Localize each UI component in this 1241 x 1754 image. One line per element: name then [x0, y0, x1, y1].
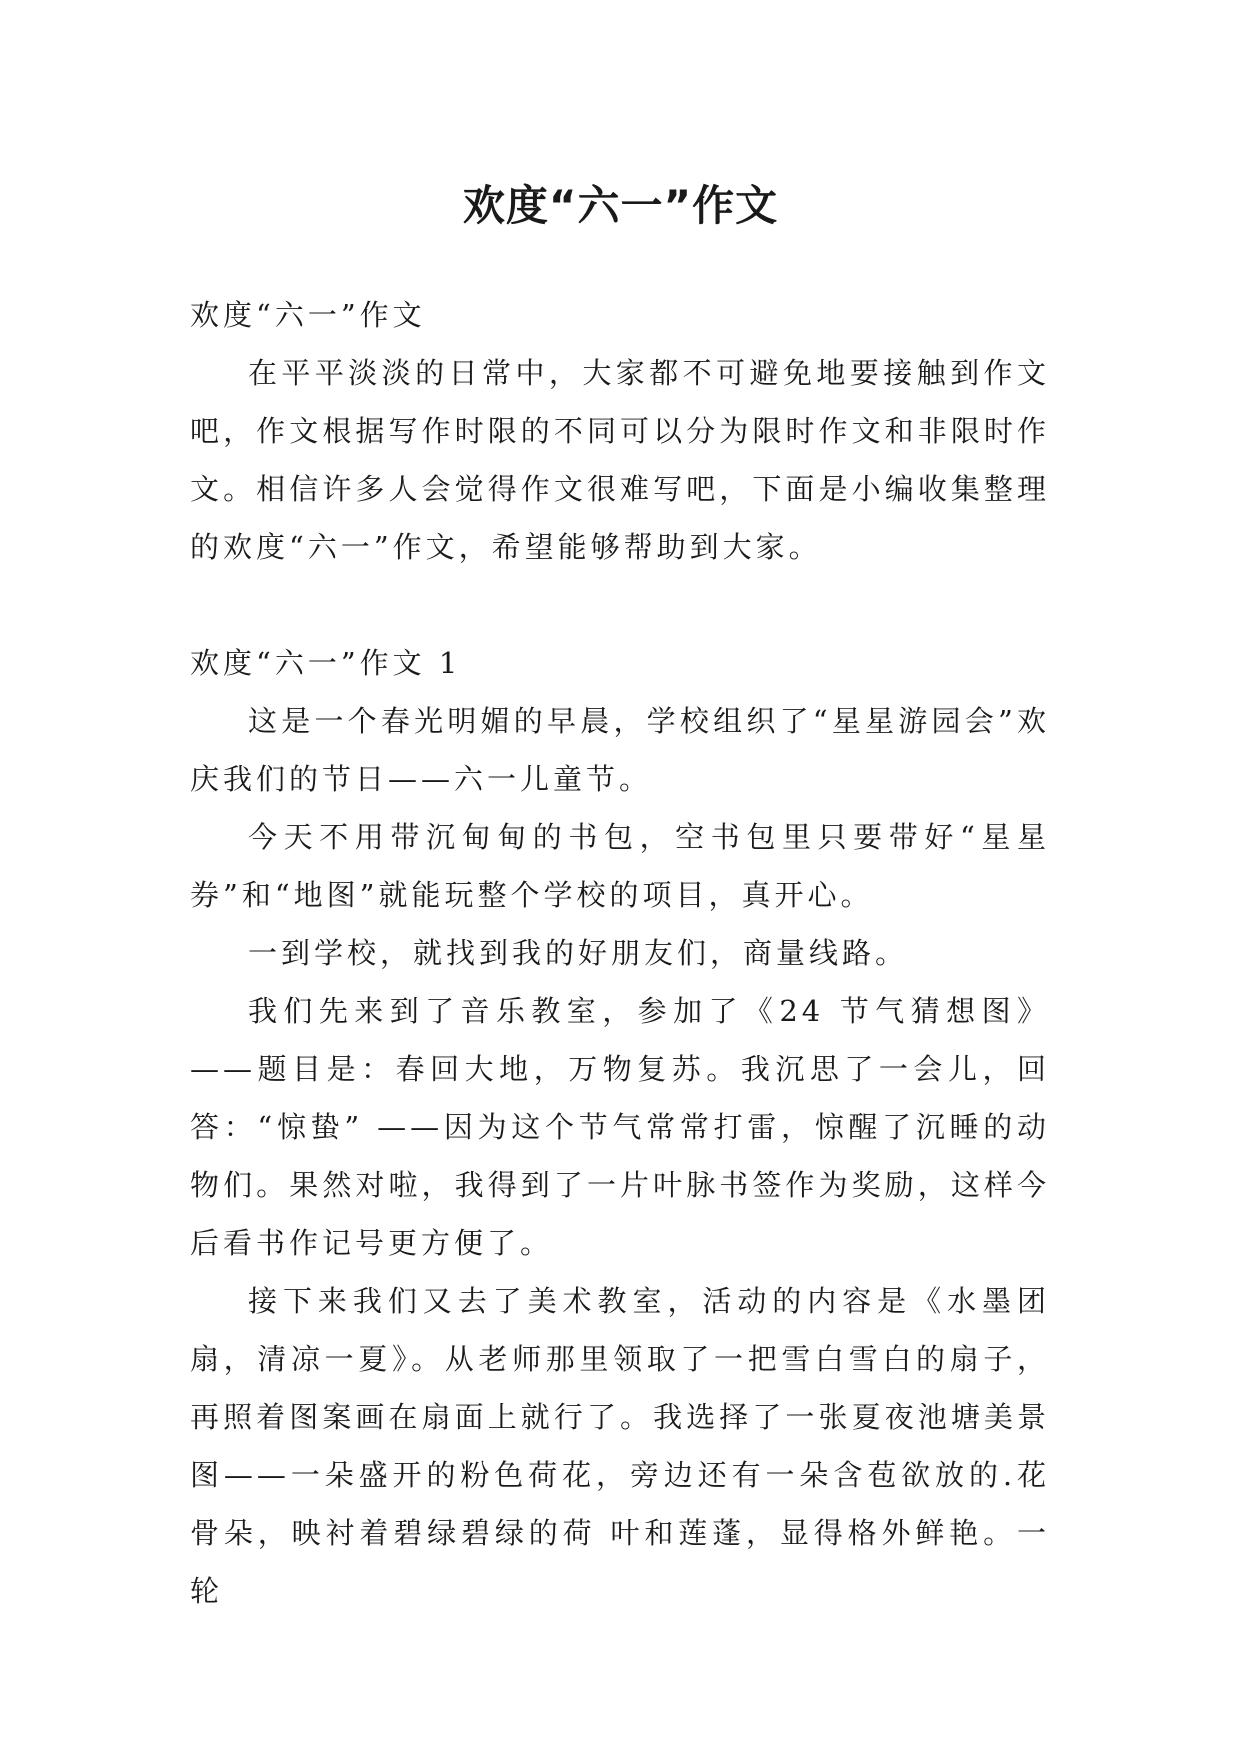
intro-paragraph: 在平平淡淡的日常中，大家都不可避免地要接触到作文吧，作文根据写作时限的不同可以分为限时作文和非限时作文。相信许多人会觉得作文很难写吧，下面是小编收集整理的欢度“六一”作文，希望能够帮助到大家。: [190, 356, 1050, 564]
intro-heading: 欢度“六一”作文: [190, 298, 426, 332]
document-title: 欢度“六一”作文: [462, 181, 779, 231]
document-body: [190, 286, 1050, 1620]
body-paragraph: 一到学校，就找到我的好朋友们，商量线路。: [248, 936, 909, 970]
section-spacer: [190, 576, 1050, 634]
body-paragraph: 接下来我们又去了美术教室，活动的内容是《水墨团扇，清凉一夏》。从老师那里领取了一把雪白雪白的扇子，再照着图案画在扇面上就行了。我选择了一张夏夜池塘美景图——一朵盛开的粉色荷花，旁边还有一朵含苞欲放的.花骨朵，映衬着碧绿碧绿的荷 叶和莲蓬，显得格外鲜艳。一轮: [190, 1284, 1050, 1608]
body-paragraph: 今天不用带沉甸甸的书包，空书包里只要带好“星星券”和“地图”就能玩整个学校的项目，真开心。: [190, 820, 1050, 912]
body-paragraph: 我们先来到了音乐教室，参加了《24 节气猜想图》——题目是：春回大地，万物复苏。我沉思了一会儿，回答：“惊蛰” ——因为这个节气常常打雷，惊醒了沉睡的动物们。果然对啦，我得到了一片叶脉书签作为奖励，这样今后看书作记号更方便了。: [190, 994, 1050, 1260]
section-heading: 欢度“六一”作文 1: [190, 646, 462, 680]
body-paragraph: 这是一个春光明媚的早晨，学校组织了“星星游园会”欢庆我们的节日——六一儿童节。: [190, 704, 1050, 796]
